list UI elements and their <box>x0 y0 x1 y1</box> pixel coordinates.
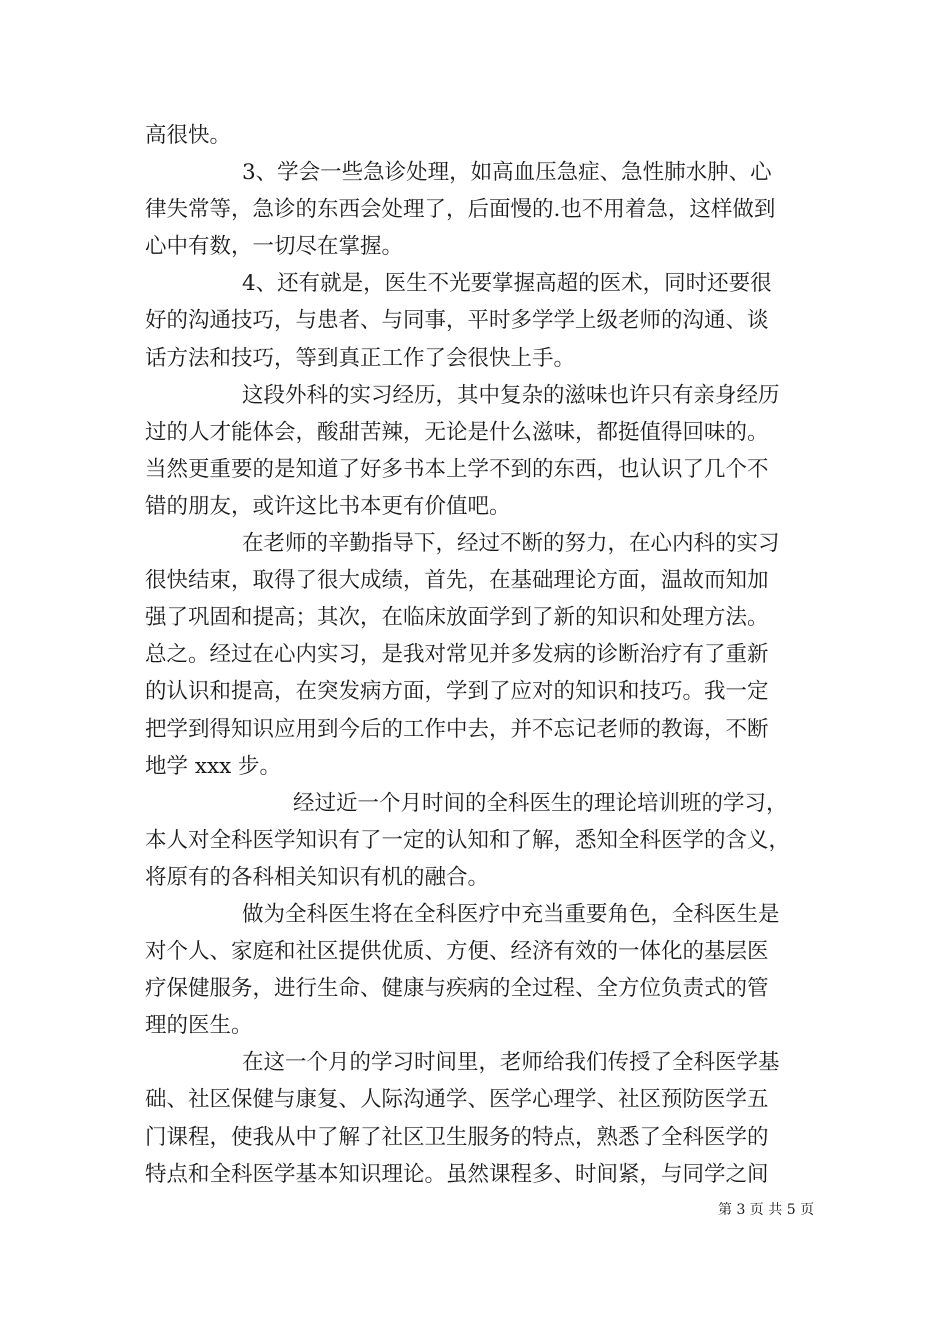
text-line: 的认识和提高，在突发病方面，学到了应对的知识和技巧。我一定 <box>145 679 769 705</box>
text-line: 总之。经过在心内实习，是我对常见并多发病的诊断治疗有了重新 <box>145 642 769 668</box>
text-line: 在老师的辛勤指导下，经过不断的努力，在心内科的实习 <box>242 531 780 557</box>
text-line: 很快结束，取得了很大成绩，首先，在基础理论方面，温故而知加 <box>145 568 769 594</box>
text-line: 3、学会一些急诊处理，如高血压急症、急性肺水肿、心 <box>242 160 772 186</box>
text-line: 高很快。 <box>145 123 232 148</box>
text-line: 础、社区保健与康复、人际沟通学、医学心理学、社区预防医学五 <box>145 1087 769 1113</box>
text-line: 当然更重要的是知道了好多书本上学不到的东西，也认识了几个不 <box>145 456 769 482</box>
text-line: 这段外科的实习经历，其中复杂的滋味也许只有亲身经历 <box>242 382 780 408</box>
text-line: 疗保健服务，进行生命、健康与疾病的全过程、全方位负责式的管 <box>145 976 769 1002</box>
text-line: 错的朋友，或许这比书本更有价值吧。 <box>145 493 511 519</box>
text-line: 地学 xxx 步。 <box>145 753 282 779</box>
text-line: 心中有数，一切尽在掌握。 <box>145 234 404 260</box>
text-line: 做为全科医生将在全科医疗中充当重要角色，全科医生是 <box>242 901 780 927</box>
text-line: 经过近一个月时间的全科医生的理论培训班的学习， <box>293 790 788 816</box>
text-line: 过的人才能体会，酸甜苦辣，无论是什么滋味，都挺值得回味的。 <box>145 419 769 445</box>
text-line: 4、还有就是，医生不光要掌握高超的医术，同时还要很 <box>242 271 772 297</box>
text-line: 对个人、家庭和社区提供优质、方便、经济有效的一体化的基层医 <box>145 939 769 965</box>
text-line: 本人对全科医学知识有了一定的认知和了解，悉知全科医学的含义， <box>145 827 791 853</box>
text-line: 把学到得知识应用到今后的工作中去，并不忘记老师的教诲，不断 <box>145 716 769 742</box>
page-number: 第 3 页 共 5 页 <box>718 1202 815 1218</box>
text-line: 在这一个月的学习时间里，老师给我们传授了全科医学基 <box>242 1050 780 1076</box>
text-line: 律失常等，急诊的东西会处理了，后面慢的.也不用着急，这样做到 <box>145 197 776 223</box>
text-line: 门课程，使我从中了解了社区卫生服务的特点，熟悉了全科医学的 <box>145 1124 769 1150</box>
text-line: 话方法和技巧，等到真正工作了会很快上手。 <box>145 345 576 371</box>
text-line: 将原有的各科相关知识有机的融合。 <box>145 864 490 890</box>
document-body <box>145 117 813 1193</box>
text-line: 理的医生。 <box>145 1013 253 1039</box>
text-line: 好的沟通技巧，与患者、与同事，平时多学学上级老师的沟通、谈 <box>145 308 769 334</box>
text-line: 强了巩固和提高；其次，在临床放面学到了新的知识和处理方法。 <box>145 605 769 631</box>
text-line: 特点和全科医学基本知识理论。虽然课程多、时间紧，与同学之间 <box>145 1161 769 1187</box>
